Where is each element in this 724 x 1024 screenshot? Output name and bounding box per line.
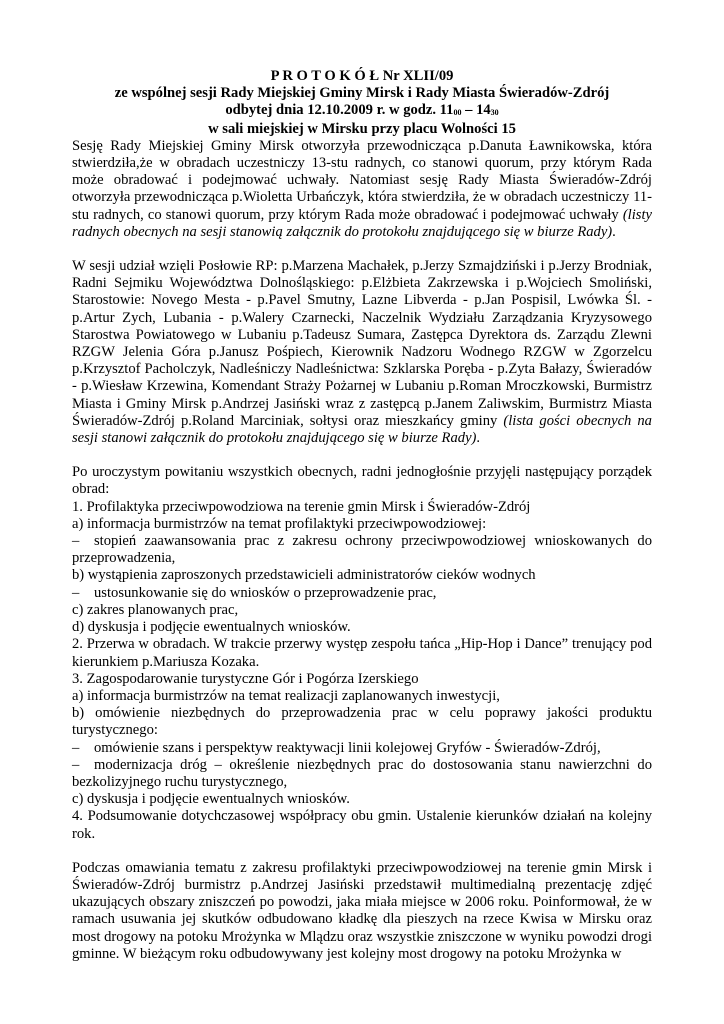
session-location: w sali miejskiej w Mirsku przy placu Wolności 15 [208, 120, 516, 137]
paragraph-opening: Sesję Rady Miejskiej Gminy Mirsk otworzyła przewodnicząca p.Danuta Ławnikowska, która stwierdziła,że w obradach uczestniczy 13-stu radnych, co stanowi quorum, przy którym Rada może obradować i podejmować uchwały. Natomiast sesję Rady Miasta Świeradów-Zdrój otworzyła przewodnicząca p.Wioletta Urbańczyk, która stwierdziła, że w obradach uczestniczy 11-stu radnych, co stanowi quorum, przy którym Rada może obradować i podejmować uchwały (listy radnych obecnych na sesji stanowią załącznik do protokołu znajdującego się w biurze Rady). [72, 137, 652, 240]
paragraph-flood-discussion: Podczas omawiania tematu z zakresu profilaktyki przeciwpowodziowej na terenie gmin Mirsk i Świeradów-Zdrój burmistrz p.Andrzej Jasiński przedstawił multimedialną prezentację zdjęć ukazujących obszary zniszczeń po powodzi, jaka miała miejsce w 2006 roku. Poinformował, że w ramach usuwania jej skutków odbudowano kładkę dla pieszych na rzece Kwisa w Mirsku oraz most drogowy na potoku Mrożynka w Mlądzu oraz wszystkie zniszczone w wyniku powodzi drogi gminne. W bieżącym roku odbudowywany jest kolejny most drogowy na potoku Mrożynka w [72, 859, 652, 962]
agenda-item: b) omówienie niezbędnych do przeprowadzenia prac w celu poprawy jakości produktu turystycznego: [72, 705, 652, 739]
agenda-item: 1. Profilaktyka przeciwpowodziowa na terenie gmin Mirsk i Świeradów-Zdrój [72, 498, 531, 515]
protocol-title: P R O T O K Ó Ł Nr XLII/09 [270, 68, 454, 84]
agenda-item: d) dyskusja i podjęcie ewentualnych wniosków. [72, 619, 351, 636]
agenda-item: 3. Zagospodarowanie turystyczne Gór i Pogórza Izerskiego [72, 670, 419, 687]
agenda-item: c) zakres planowanych prac, [72, 601, 239, 618]
agenda-subitem: – modernizacja dróg – określenie niezbędnych prac do dostosowania stanu nawierzchni do bezkolizyjnego ruchu turystycznego, [72, 756, 652, 790]
agenda-subitem: – ustosunkowanie się do wniosków o przeprowadzenie prac, [72, 584, 437, 601]
agenda-item: 4. Podsumowanie dotychczasowej współpracy obu gmin. Ustalenie kierunków działań na kolejny rok. [72, 808, 652, 842]
end-time-minutes: 30 [490, 108, 499, 118]
agenda-item: 2. Przerwa w obradach. W trakcie przerwy występ zespołu tańca „Hip-Hop i Dance” trenujący pod kierunkiem p.Mariusza Kozaka. [72, 636, 652, 670]
agenda-item: a) informacja burmistrzów na temat profilaktyki przeciwpowodziowej: [72, 515, 487, 532]
agenda-item: c) dyskusja i podjęcie ewentualnych wniosków. [72, 791, 350, 808]
attendance-note: (listy radnych obecnych na sesji stanowią załącznik do protokołu znajdującego się w biurze Rady) [72, 206, 652, 240]
start-time-minutes: 00 [453, 108, 462, 118]
agenda-subitem: – omówienie szans i perspektyw reaktywacji linii kolejowej Gryfów - Świeradów-Zdrój, [72, 739, 601, 756]
document-page [72, 68, 652, 963]
paragraph-guests: W sesji udział wzięli Posłowie RP: p.Marzena Machałek, p.Jerzy Szmajdziński i p.Jerzy Brodniak, Radni Sejmiku Województwa Dolnośląskiego: p.Elżbieta Zakrzewska i p.Wojciech Smoliński, Starostowie: Novego Mesta - p.Pavel Smutny, Lazne Libverda - p.Jan Pospisil, Lwówka Śl. - p.Artur Zych, Lubania - p.Walery Czarnecki, Naczelnik Wydziału Zarządzania Kryzysowego Starostwa Powiatowego w Lubaniu p.Tadeusz Sumara, Zastępca Dyrektora ds. Zarządu Zlewni RZGW Jelenia Góra p.Janusz Pośpiech, Kierownik Nadzoru Wodnego RZGW w Zgorzelcu p.Krzysztof Pacholczyk, Nadleśniczy Nadleśnictwa: Szklarska Poręba - p.Zyta Bałazy, Świeradów - p.Wiesław Krzewina, Komendant Straży Pożarnej w Lubaniu p.Roman Mroczkowski, Burmistrz Miasta i Gminy Mirsk p.Andrzej Jasiński wraz z zastępcą p.Janem Zaliwskim, Burmistrz Miasta Świeradów-Zdrój p.Roland Marciniak, sołtysi oraz mieszkańcy gminy (lista gości obecnych na sesji stanowi załącznik do protokołu znajdującego się w biurze Rady). [72, 258, 652, 447]
session-subtitle: ze wspólnej sesji Rady Miejskiej Gminy Mirsk i Rady Miasta Świeradów-Zdrój [114, 85, 610, 102]
session-date: odbytej dnia 12.10.2009 r. w godz. $11_{00} - 14_{30}$ [225, 102, 499, 119]
agenda-item: b) wystąpienia zaproszonych przedstawicieli administratorów cieków wodnych [72, 567, 536, 584]
agenda-subitem: – stopień zaawansowania prac z zakresu ochrony przeciwpowodziowej wnioskowanych do przeprowadzenia, [72, 533, 652, 567]
guest-list-note: (lista gości obecnych na sesji stanowi załącznik do protokołu znajdującego się w biurze Rady) [72, 412, 652, 447]
agenda-item: a) informacja burmistrzów na temat realizacji zaplanowanych inwestycji, [72, 687, 500, 704]
agenda-intro: Po uroczystym powitaniu wszystkich obecnych, radni jednogłośnie przyjęli następujący porządek obrad: [72, 464, 652, 498]
